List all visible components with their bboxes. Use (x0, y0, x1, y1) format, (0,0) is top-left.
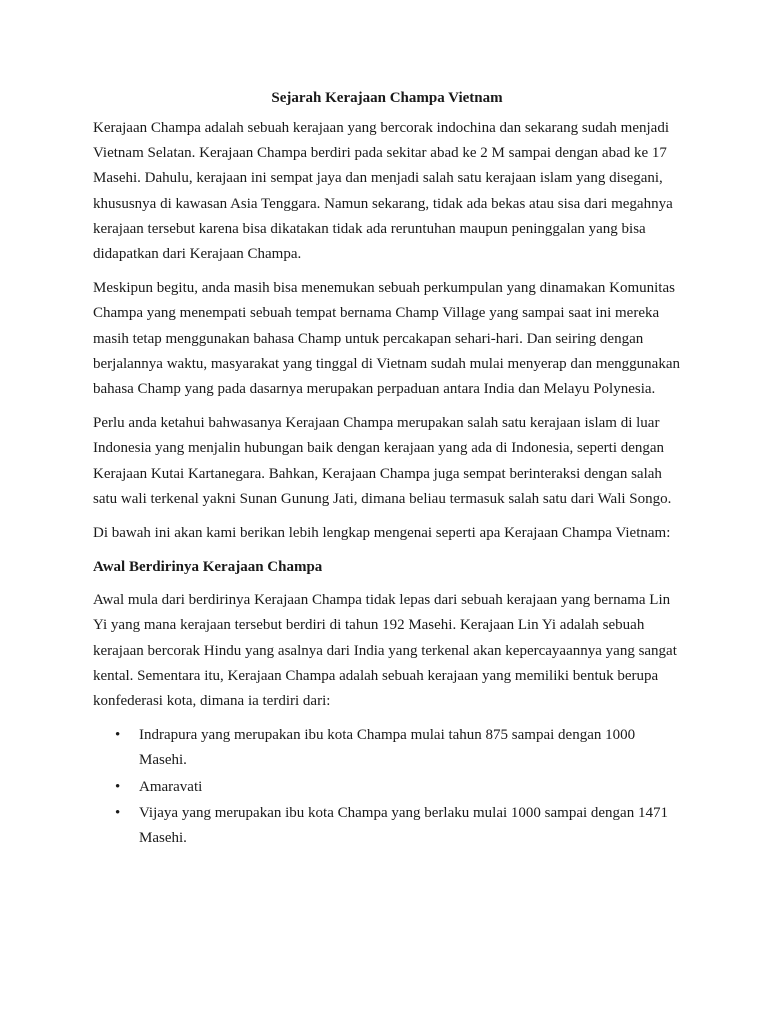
document-title: Sejarah Kerajaan Champa Vietnam (271, 90, 503, 106)
bullet-icon: • (115, 727, 121, 744)
paragraph-intro: Kerajaan Champa adalah sebuah kerajaan yang bercorak indochina dan sekarang sudah menjadi Vietnam Selatan. Kerajaan Champa berdiri pada sekitar abad ke 2 M sampai dengan abad ke 17 Masehi. Dahulu, kerajaan ini sempat jaya dan menjadi salah satu kerajaan islam yang disegani, khususnya di kawasan Asia Tenggara. Namun sekarang, tidak ada bekas atau sisa dari megahnya kerajaan tersebut karena bisa dikatakan tidak ada reruntuhan maupun peninggalan yang bisa didapatkan dari Kerajaan Champa. (93, 120, 673, 263)
list-item (115, 775, 681, 800)
bullet-icon: • (115, 804, 121, 821)
paragraph-pengantar: Di bawah ini akan kami berikan lebih lengkap mengenai seperti apa Kerajaan Champa Vietnam: (93, 525, 671, 542)
document-page (93, 86, 681, 851)
list-item-text: Vijaya yang merupakan ibu kota Champa yang berlaku mulai 1000 sampai dengan 1471 Masehi. (139, 804, 668, 847)
paragraph-komunitas: Meskipun begitu, anda masih bisa menemukan sebuah perkumpulan yang dinamakan Komunitas Champa yang menempati sebuah tempat bernama Champ Village yang sampai saat ini mereka masih tetap menggunakan bahasa Champ untuk percakapan sehari-hari. Dan seiring dengan berjalannya waktu, masyarakat yang tinggal di Vietnam sudah mulai menyerap dan menggunakan bahasa Champ yang pada dasarnya merupakan perpaduan antara India dan Melayu Polynesia. (93, 280, 680, 398)
section-heading: Awal Berdirinya Kerajaan Champa (93, 559, 323, 576)
list-item-text: Amaravati (139, 778, 203, 795)
paragraph-hubungan: Perlu anda ketahui bahwasanya Kerajaan Champa merupakan salah satu kerajaan islam di luar Indonesia yang menjalin hubungan baik dengan kerajaan yang ada di Indonesia, seperti dengan Kerajaan Kutai Kartanegara. Bahkan, Kerajaan Champa juga sempat berinteraksi dengan salah satu wali terkenal yakni Sunan Gunung Jati, dimana beliau termasuk salah satu dari Wali Songo. (93, 415, 672, 507)
list-item (115, 801, 681, 851)
section-paragraph: Awal mula dari berdirinya Kerajaan Champa tidak lepas dari sebuah kerajaan yang bernama Lin Yi yang mana kerajaan tersebut berdiri di tahun 192 Masehi. Kerajaan Lin Yi adalah sebuah kerajaan bercorak Hindu yang asalnya dari India yang terkenal akan kepercayaannya yang sangat kental. Sementara itu, Kerajaan Champa adalah sebuah kerajaan yang memiliki bentuk berupa konfederasi kota, dimana ia terdiri dari: (93, 592, 677, 710)
bullet-icon: • (115, 778, 121, 795)
list-item (115, 723, 681, 773)
city-list (93, 723, 681, 851)
list-item-text: Indrapura yang merupakan ibu kota Champa mulai tahun 875 sampai dengan 1000 Masehi. (139, 727, 636, 769)
